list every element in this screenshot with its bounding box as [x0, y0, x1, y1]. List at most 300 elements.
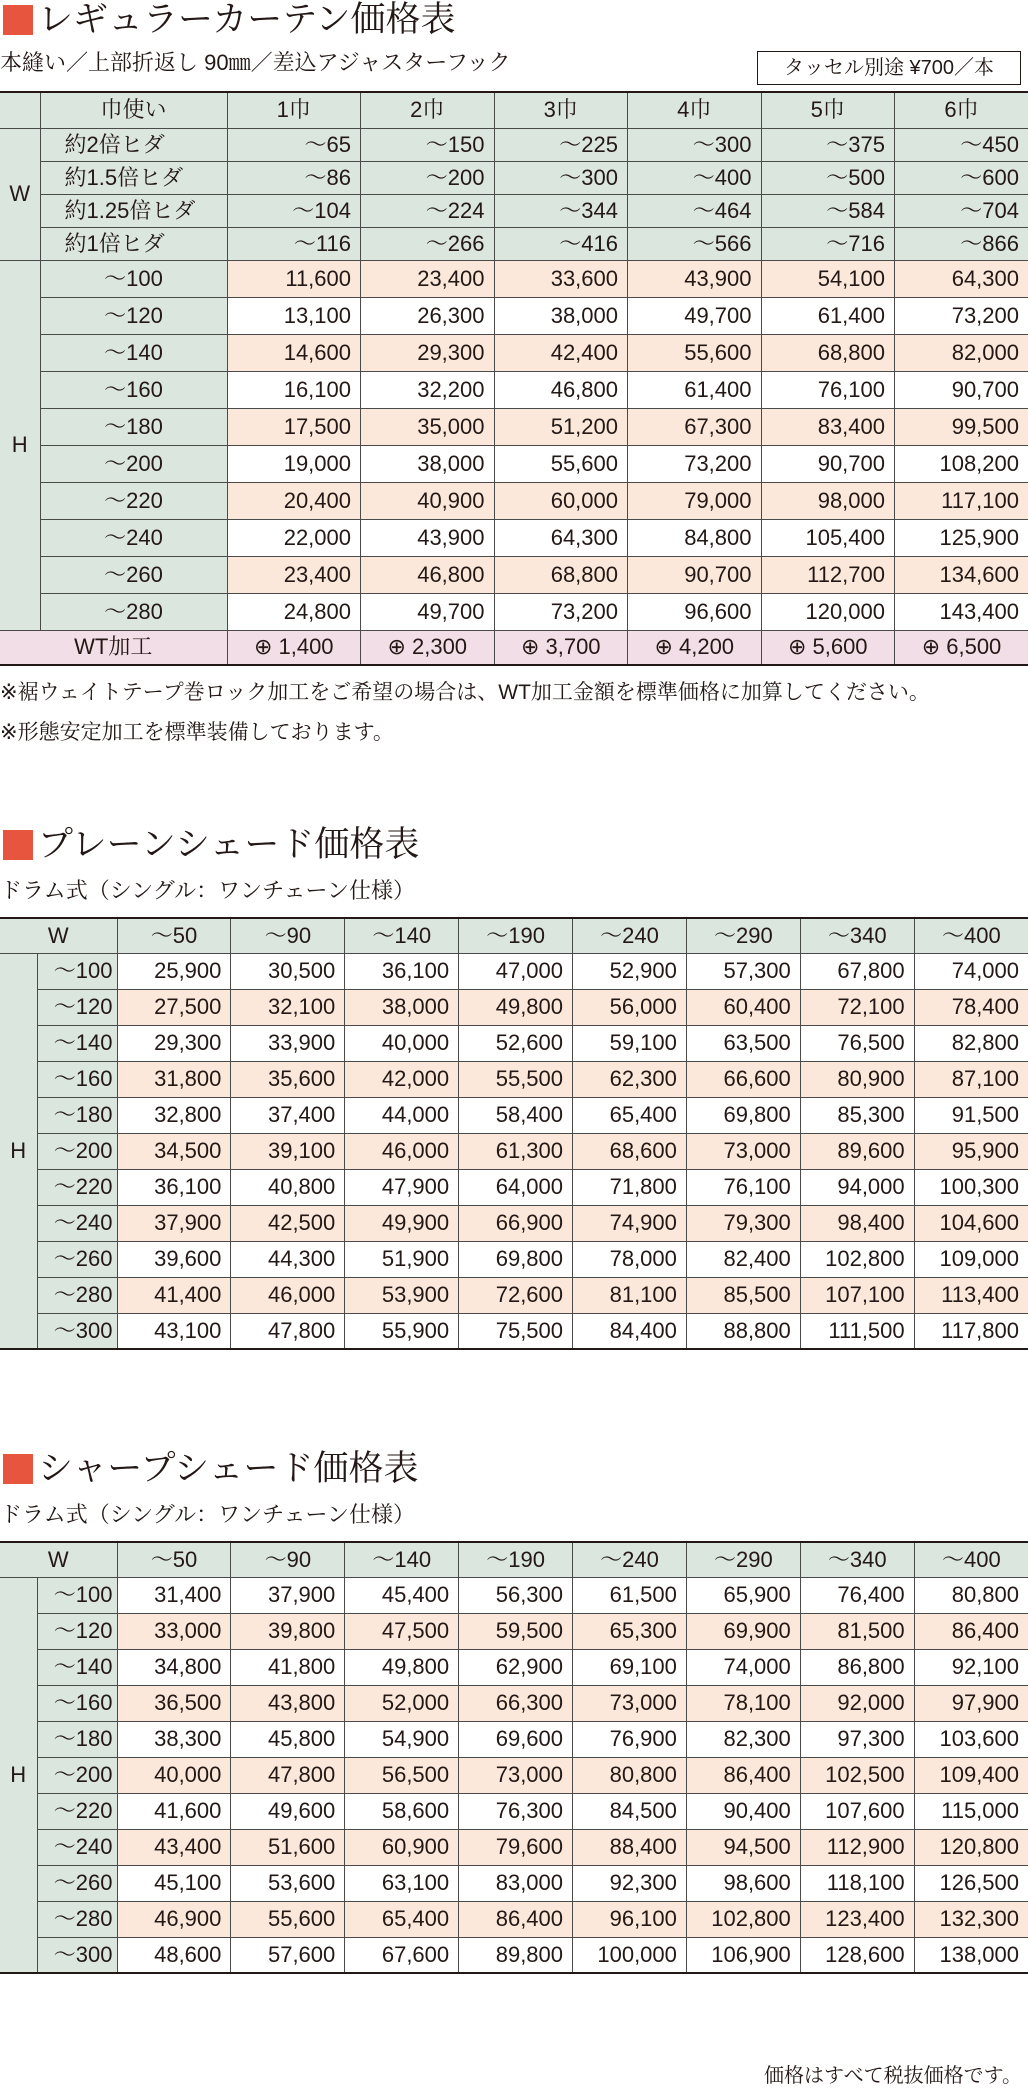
price-cell: 100,300 — [914, 1169, 1028, 1205]
row-label: 約1.25倍ヒダ — [40, 194, 227, 227]
price-cell: 33,600 — [494, 260, 628, 297]
price-cell: 86,400 — [459, 1901, 573, 1937]
column-header: ～190 — [459, 918, 573, 953]
row-label: 約2倍ヒダ — [40, 128, 227, 161]
price-cell: 76,100 — [686, 1169, 800, 1205]
price-cell: 38,000 — [345, 989, 459, 1025]
price-cell: 24,800 — [227, 593, 361, 630]
price-cell: 61,300 — [459, 1133, 573, 1169]
price-cell: 79,000 — [628, 482, 762, 519]
width-range-cell: ～300 — [628, 128, 762, 161]
price-cell: 83,000 — [459, 1865, 573, 1901]
column-header: ～340 — [800, 918, 914, 953]
price-cell: 92,000 — [800, 1685, 914, 1721]
row-label: ～260 — [40, 556, 227, 593]
header-label-cell: 巾使い — [40, 92, 227, 128]
price-cell: 74,000 — [686, 1649, 800, 1685]
price-cell: 78,400 — [914, 989, 1028, 1025]
width-row — [0, 161, 1028, 194]
section-title — [0, 1449, 418, 1489]
column-header: ～400 — [914, 1542, 1028, 1577]
price-cell: 51,600 — [231, 1829, 345, 1865]
table-row — [0, 297, 1028, 334]
price-cell: 37,400 — [231, 1097, 345, 1133]
price-cell: 47,800 — [231, 1313, 345, 1349]
row-label: ～220 — [40, 482, 227, 519]
price-cell: 38,000 — [361, 445, 495, 482]
price-cell: 43,900 — [628, 260, 762, 297]
price-cell: 36,500 — [117, 1685, 231, 1721]
column-header: ～400 — [914, 918, 1028, 953]
row-label: 約1倍ヒダ — [40, 227, 227, 260]
price-cell: 41,400 — [117, 1277, 231, 1313]
price-cell: 63,100 — [345, 1865, 459, 1901]
price-cell: 46,900 — [117, 1901, 231, 1937]
table-row — [0, 1685, 1028, 1721]
table-row — [0, 989, 1028, 1025]
price-cell: 71,800 — [573, 1169, 687, 1205]
price-cell: 37,900 — [117, 1205, 231, 1241]
price-cell: 75,500 — [459, 1313, 573, 1349]
price-cell: 16,100 — [227, 371, 361, 408]
price-cell: 95,900 — [914, 1133, 1028, 1169]
price-cell: 120,800 — [914, 1829, 1028, 1865]
section-subtitle: 本縫い／上部折返し 90㎜／差込アジャスターフック — [0, 50, 511, 75]
price-cell: 65,400 — [573, 1097, 687, 1133]
price-cell: 73,000 — [459, 1757, 573, 1793]
price-cell: 120,000 — [761, 593, 895, 630]
price-cell: 33,900 — [231, 1025, 345, 1061]
sharp-table-wrapper — [0, 1541, 1028, 1974]
column-header: 5巾 — [761, 92, 895, 128]
price-cell: 96,600 — [628, 593, 762, 630]
price-cell: 54,900 — [345, 1721, 459, 1757]
row-label: ～280 — [40, 593, 227, 630]
column-header: ～340 — [800, 1542, 914, 1577]
price-cell: 41,800 — [231, 1649, 345, 1685]
price-cell: 33,000 — [117, 1613, 231, 1649]
wt-surcharge-cell: ⊕ 3,700 — [494, 630, 628, 665]
price-cell: 82,300 — [686, 1721, 800, 1757]
price-cell: 47,500 — [345, 1613, 459, 1649]
column-header: 6巾 — [895, 92, 1028, 128]
wt-surcharge-cell: ⊕ 6,500 — [895, 630, 1028, 665]
price-cell: 117,100 — [895, 482, 1028, 519]
price-cell: 69,100 — [573, 1649, 687, 1685]
price-cell: 52,000 — [345, 1685, 459, 1721]
column-header: ～140 — [345, 918, 459, 953]
price-cell: 134,600 — [895, 556, 1028, 593]
column-header: 2巾 — [361, 92, 495, 128]
w-header-label: W — [0, 1542, 117, 1577]
price-cell: 40,900 — [361, 482, 495, 519]
price-cell: 112,900 — [800, 1829, 914, 1865]
price-cell: 49,700 — [628, 297, 762, 334]
price-cell: 43,100 — [117, 1313, 231, 1349]
table-row — [0, 519, 1028, 556]
price-cell: 32,200 — [361, 371, 495, 408]
price-cell: 82,800 — [914, 1025, 1028, 1061]
row-label: ～160 — [37, 1061, 117, 1097]
price-cell: 76,500 — [800, 1025, 914, 1061]
column-header: ～290 — [686, 918, 800, 953]
price-cell: 66,900 — [459, 1205, 573, 1241]
price-cell: 34,800 — [117, 1649, 231, 1685]
price-cell: 49,600 — [231, 1793, 345, 1829]
price-cell: 128,600 — [800, 1937, 914, 1973]
price-cell: 73,000 — [686, 1133, 800, 1169]
price-cell: 45,800 — [231, 1721, 345, 1757]
width-row — [0, 128, 1028, 161]
row-label: ～180 — [40, 408, 227, 445]
price-cell: 42,400 — [494, 334, 628, 371]
price-cell: 82,000 — [895, 334, 1028, 371]
regular-table-wrapper — [0, 91, 1028, 748]
price-cell: 68,800 — [494, 556, 628, 593]
table-row — [0, 1865, 1028, 1901]
price-cell: 56,500 — [345, 1757, 459, 1793]
header-row — [0, 1542, 1028, 1577]
price-cell: 132,300 — [914, 1901, 1028, 1937]
price-cell: 57,600 — [231, 1937, 345, 1973]
price-cell: 44,300 — [231, 1241, 345, 1277]
price-cell: 48,600 — [117, 1937, 231, 1973]
price-cell: 55,500 — [459, 1061, 573, 1097]
price-cell: 103,600 — [914, 1721, 1028, 1757]
price-cell: 44,000 — [345, 1097, 459, 1133]
price-cell: 87,100 — [914, 1061, 1028, 1097]
price-cell: 45,100 — [117, 1865, 231, 1901]
price-cell: 102,800 — [686, 1901, 800, 1937]
table-row — [0, 1205, 1028, 1241]
row-label: ～180 — [37, 1721, 117, 1757]
price-cell: 76,300 — [459, 1793, 573, 1829]
row-label: ～220 — [37, 1793, 117, 1829]
price-cell: 61,400 — [628, 371, 762, 408]
row-label: ～180 — [37, 1097, 117, 1133]
row-label: ～260 — [37, 1865, 117, 1901]
price-cell: 51,900 — [345, 1241, 459, 1277]
row-label: ～200 — [37, 1133, 117, 1169]
width-range-cell: ～224 — [361, 194, 495, 227]
price-cell: 61,400 — [761, 297, 895, 334]
price-cell: 11,600 — [227, 260, 361, 297]
width-range-cell: ～116 — [227, 227, 361, 260]
price-cell: 32,100 — [231, 989, 345, 1025]
price-cell: 80,900 — [800, 1061, 914, 1097]
price-cell: 56,300 — [459, 1577, 573, 1613]
price-cell: 55,600 — [231, 1901, 345, 1937]
price-cell: 26,300 — [361, 297, 495, 334]
red-square-bullet-icon — [3, 1454, 33, 1484]
table-row — [0, 556, 1028, 593]
price-cell: 23,400 — [227, 556, 361, 593]
price-cell: 80,800 — [573, 1757, 687, 1793]
width-row — [0, 194, 1028, 227]
price-cell: 112,700 — [761, 556, 895, 593]
width-range-cell: ～344 — [494, 194, 628, 227]
row-label: ～220 — [37, 1169, 117, 1205]
price-cell: 74,900 — [573, 1205, 687, 1241]
section-subtitle: ドラム式（シングル：ワンチェーン仕様） — [0, 878, 416, 903]
table-row — [0, 445, 1028, 482]
price-cell: 67,300 — [628, 408, 762, 445]
price-cell: 65,400 — [345, 1901, 459, 1937]
row-label: ～100 — [37, 953, 117, 989]
price-cell: 76,100 — [761, 371, 895, 408]
column-header: 4巾 — [628, 92, 762, 128]
price-cell: 84,500 — [573, 1793, 687, 1829]
price-cell: 125,900 — [895, 519, 1028, 556]
width-range-cell: ～704 — [895, 194, 1028, 227]
price-cell: 39,100 — [231, 1133, 345, 1169]
row-label: ～300 — [37, 1937, 117, 1973]
width-range-cell: ～450 — [895, 128, 1028, 161]
price-cell: 19,000 — [227, 445, 361, 482]
price-cell: 30,500 — [231, 953, 345, 989]
price-cell: 84,800 — [628, 519, 762, 556]
price-cell: 86,400 — [686, 1757, 800, 1793]
column-header: ～50 — [117, 1542, 231, 1577]
price-cell: 94,000 — [800, 1169, 914, 1205]
row-label: ～140 — [37, 1025, 117, 1061]
table-row — [0, 1793, 1028, 1829]
price-cell: 67,600 — [345, 1937, 459, 1973]
width-range-cell: ～104 — [227, 194, 361, 227]
price-cell: 67,800 — [800, 953, 914, 989]
price-cell: 102,500 — [800, 1757, 914, 1793]
row-label: ～280 — [37, 1277, 117, 1313]
table-row — [0, 260, 1028, 297]
price-cell: 111,500 — [800, 1313, 914, 1349]
price-cell: 69,800 — [686, 1097, 800, 1133]
price-cell: 56,000 — [573, 989, 687, 1025]
price-cell: 92,100 — [914, 1649, 1028, 1685]
table-row — [0, 953, 1028, 989]
price-cell: 102,800 — [800, 1241, 914, 1277]
price-cell: 49,800 — [459, 989, 573, 1025]
table-row — [0, 1277, 1028, 1313]
price-cell: 73,200 — [494, 593, 628, 630]
price-cell: 105,400 — [761, 519, 895, 556]
section-title-text: プレーンシェード価格表 — [38, 825, 420, 864]
price-cell: 55,900 — [345, 1313, 459, 1349]
price-cell: 31,400 — [117, 1577, 231, 1613]
price-cell: 63,500 — [686, 1025, 800, 1061]
regular-curtain-price-table — [0, 91, 1028, 666]
price-cell: 109,000 — [914, 1241, 1028, 1277]
price-cell: 35,000 — [361, 408, 495, 445]
price-cell: 49,800 — [345, 1649, 459, 1685]
price-cell: 90,400 — [686, 1793, 800, 1829]
price-cell: 109,400 — [914, 1757, 1028, 1793]
price-cell: 81,100 — [573, 1277, 687, 1313]
row-label: ～140 — [40, 334, 227, 371]
wt-label: WT加工 — [0, 630, 227, 665]
price-cell: 66,600 — [686, 1061, 800, 1097]
price-cell: 68,600 — [573, 1133, 687, 1169]
price-cell: 57,300 — [686, 953, 800, 989]
width-range-cell: ～150 — [361, 128, 495, 161]
width-range-cell: ～225 — [494, 128, 628, 161]
price-cell: 27,500 — [117, 989, 231, 1025]
price-cell: 113,400 — [914, 1277, 1028, 1313]
price-cell: 86,400 — [914, 1613, 1028, 1649]
price-cell: 99,500 — [895, 408, 1028, 445]
price-cell: 85,300 — [800, 1097, 914, 1133]
table-row — [0, 1061, 1028, 1097]
price-cell: 100,000 — [573, 1937, 687, 1973]
price-cell: 83,400 — [761, 408, 895, 445]
price-cell: 46,800 — [361, 556, 495, 593]
table-row — [0, 1649, 1028, 1685]
price-cell: 42,000 — [345, 1061, 459, 1097]
price-cell: 52,600 — [459, 1025, 573, 1061]
price-cell: 49,900 — [345, 1205, 459, 1241]
price-cell: 88,400 — [573, 1829, 687, 1865]
price-cell: 117,800 — [914, 1313, 1028, 1349]
price-cell: 52,900 — [573, 953, 687, 989]
table-row — [0, 1133, 1028, 1169]
table-row — [0, 1613, 1028, 1649]
price-cell: 78,000 — [573, 1241, 687, 1277]
price-cell: 53,900 — [345, 1277, 459, 1313]
section-title-text: レギュラーカーテン価格表 — [38, 0, 456, 39]
price-cell: 89,800 — [459, 1937, 573, 1973]
column-header: ～190 — [459, 1542, 573, 1577]
price-cell: 64,300 — [895, 260, 1028, 297]
h-group-label: H — [0, 1577, 37, 1973]
price-cell: 42,500 — [231, 1205, 345, 1241]
table-row — [0, 408, 1028, 445]
price-cell: 80,800 — [914, 1577, 1028, 1613]
column-header: ～140 — [345, 1542, 459, 1577]
price-cell: 92,300 — [573, 1865, 687, 1901]
price-cell: 73,200 — [895, 297, 1028, 334]
row-label: ～300 — [37, 1313, 117, 1349]
table-row — [0, 1313, 1028, 1349]
table-row — [0, 1097, 1028, 1133]
price-cell: 38,300 — [117, 1721, 231, 1757]
table-row — [0, 1577, 1028, 1613]
price-cell: 40,000 — [345, 1025, 459, 1061]
row-label: ～160 — [40, 371, 227, 408]
price-cell: 47,000 — [459, 953, 573, 989]
column-header: ～240 — [573, 918, 687, 953]
price-cell: 91,500 — [914, 1097, 1028, 1133]
price-cell: 88,800 — [686, 1313, 800, 1349]
price-cell: 43,400 — [117, 1829, 231, 1865]
price-cell: 49,700 — [361, 593, 495, 630]
price-cell: 107,600 — [800, 1793, 914, 1829]
table-row — [0, 1937, 1028, 1973]
price-cell: 96,100 — [573, 1901, 687, 1937]
width-range-cell: ～266 — [361, 227, 495, 260]
price-cell: 60,400 — [686, 989, 800, 1025]
row-label: ～120 — [37, 1613, 117, 1649]
width-range-cell: ～300 — [494, 161, 628, 194]
price-cell: 39,800 — [231, 1613, 345, 1649]
price-cell: 37,900 — [231, 1577, 345, 1613]
price-cell: 55,600 — [494, 445, 628, 482]
column-header: ～50 — [117, 918, 231, 953]
price-cell: 86,800 — [800, 1649, 914, 1685]
w-header-label: W — [0, 918, 117, 953]
table-row — [0, 1025, 1028, 1061]
width-range-cell: ～716 — [761, 227, 895, 260]
price-cell: 41,600 — [117, 1793, 231, 1829]
table-row — [0, 593, 1028, 630]
price-cell: 98,600 — [686, 1865, 800, 1901]
tax-exclusive-note: 価格はすべて税抜価格です。 — [764, 2065, 1022, 2087]
width-range-cell: ～500 — [761, 161, 895, 194]
column-header: 3巾 — [494, 92, 628, 128]
price-cell: 38,000 — [494, 297, 628, 334]
w-group-label: W — [0, 128, 40, 260]
price-cell: 35,600 — [231, 1061, 345, 1097]
price-cell: 59,500 — [459, 1613, 573, 1649]
width-range-cell: ～600 — [895, 161, 1028, 194]
price-cell: 46,000 — [231, 1277, 345, 1313]
price-cell: 17,500 — [227, 408, 361, 445]
width-range-cell: ～200 — [361, 161, 495, 194]
price-cell: 138,000 — [914, 1937, 1028, 1973]
price-cell: 13,100 — [227, 297, 361, 334]
price-cell: 69,800 — [459, 1241, 573, 1277]
column-header: ～90 — [231, 918, 345, 953]
price-cell: 74,000 — [914, 953, 1028, 989]
price-cell: 20,400 — [227, 482, 361, 519]
price-cell: 46,000 — [345, 1133, 459, 1169]
price-cell: 97,900 — [914, 1685, 1028, 1721]
red-square-bullet-icon — [3, 5, 33, 35]
table-row — [0, 1829, 1028, 1865]
width-range-cell: ～566 — [628, 227, 762, 260]
price-cell: 62,300 — [573, 1061, 687, 1097]
column-header: ～240 — [573, 1542, 687, 1577]
price-cell: 94,500 — [686, 1829, 800, 1865]
row-label: 約1.5倍ヒダ — [40, 161, 227, 194]
price-cell: 89,600 — [800, 1133, 914, 1169]
price-cell: 39,600 — [117, 1241, 231, 1277]
price-cell: 32,800 — [117, 1097, 231, 1133]
row-label: ～200 — [40, 445, 227, 482]
tassel-price-note: タッセル別途 ¥700／本 — [757, 51, 1021, 85]
wt-surcharge-cell: ⊕ 4,200 — [628, 630, 762, 665]
table-row — [0, 1241, 1028, 1277]
price-cell: 85,500 — [686, 1277, 800, 1313]
width-range-cell: ～86 — [227, 161, 361, 194]
row-label: ～240 — [37, 1829, 117, 1865]
price-cell: 104,600 — [914, 1205, 1028, 1241]
price-cell: 22,000 — [227, 519, 361, 556]
price-cell: 98,400 — [800, 1205, 914, 1241]
price-cell: 78,100 — [686, 1685, 800, 1721]
wt-surcharge-row — [0, 630, 1028, 665]
price-cell: 81,500 — [800, 1613, 914, 1649]
table-row — [0, 482, 1028, 519]
price-cell: 23,400 — [361, 260, 495, 297]
row-label: ～120 — [40, 297, 227, 334]
price-cell: 84,400 — [573, 1313, 687, 1349]
price-cell: 76,400 — [800, 1577, 914, 1613]
table-row — [0, 334, 1028, 371]
price-cell: 98,000 — [761, 482, 895, 519]
price-cell: 68,800 — [761, 334, 895, 371]
price-cell: 115,000 — [914, 1793, 1028, 1829]
h-group-label: H — [0, 260, 40, 630]
price-cell: 126,500 — [914, 1865, 1028, 1901]
